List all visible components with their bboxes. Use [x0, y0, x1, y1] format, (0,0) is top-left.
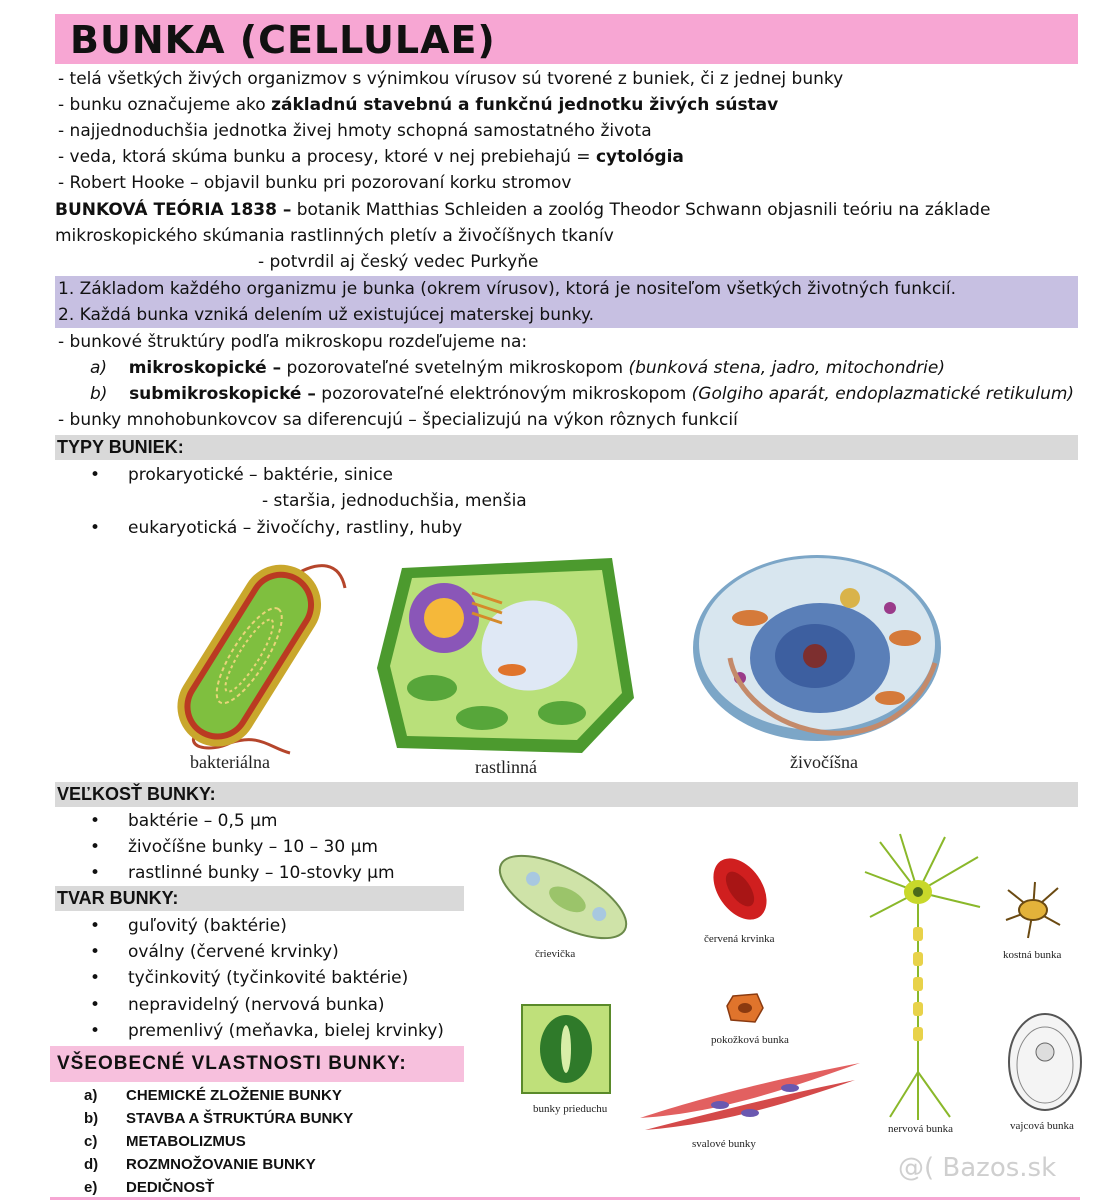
- property-d: d) ROZMNOŽOVANIE BUNKY: [84, 1156, 316, 1173]
- types-heading: TYPY BUNIEK:: [57, 437, 184, 457]
- shape-item-5: • premenlivý (meňavka, bielej krvinky): [90, 1021, 444, 1041]
- property-c: c) METABOLIZMUS: [84, 1133, 246, 1150]
- property-b: b) STAVBA A ŠTRUKTÚRA BUNKY: [84, 1110, 354, 1127]
- label-kostna-bunka: kostná bunka: [1003, 949, 1062, 961]
- label-cervena-krvinka: červená krvinka: [704, 933, 775, 945]
- caption-animal: živočíšna: [790, 752, 858, 772]
- size-item-3: • rastlinné bunky – 10-stovky µm: [90, 863, 395, 883]
- intro-line-2: - bunku označujeme ako základnú stavebnú a funkčnú jednotku živých sústav: [58, 95, 779, 115]
- label-nervova-bunka: nervová bunka: [888, 1123, 954, 1135]
- stomata-cell-illustration: [520, 1003, 612, 1095]
- intro-line-4: - veda, ktorá skúma bunku a procesy, ktoré v nej prebiehajú = cytológia: [58, 147, 684, 167]
- label-pokozkova-bunka: pokožková bunka: [711, 1034, 789, 1046]
- page-title: BUNKA (CELLULAE): [70, 18, 496, 62]
- shape-item-1: • guľovitý (baktérie): [90, 916, 287, 936]
- theory-line-3: - potvrdil aj český vedec Purkyňe: [258, 252, 539, 272]
- thesis-2: 2. Každá bunka vzniká delením už existujúcej materskej bunky.: [58, 305, 595, 325]
- paramecium-illustration: [488, 850, 638, 945]
- microscope-b: b) submikroskopické – pozorovateľné elektrónovým mikroskopom (Golgiho aparát, endoplazmatické retikulum): [90, 384, 1075, 404]
- type-prokaryotic: • prokaryotické – baktérie, sinice: [90, 465, 394, 485]
- thesis-1: 1. Základom každého organizmu je bunka (okrem vírusov), ktorá je nositeľom všetkých životných funkcií.: [58, 279, 957, 299]
- shape-item-4: • nepravidelný (nervová bunka): [90, 995, 385, 1015]
- animal-cell-illustration: [690, 548, 945, 758]
- type-prokaryotic-sub: - staršia, jednoduchšia, menšia: [262, 491, 527, 511]
- label-svalove-bunky: svalové bunky: [692, 1138, 756, 1150]
- shape-item-3: • tyčinkovitý (tyčinkovité baktérie): [90, 968, 409, 988]
- label-crievicka: črievička: [535, 948, 576, 960]
- size-item-1: • baktérie – 0,5 µm: [90, 811, 278, 831]
- caption-bacterial: bakteriálna: [190, 752, 270, 772]
- watermark: @( Bazos.sk: [898, 1153, 1057, 1183]
- label-vajcova-bunka: vajcová bunka: [1010, 1120, 1074, 1132]
- egg-cell-illustration: [1005, 1010, 1085, 1115]
- intro-line-5: - Robert Hooke – objavil bunku pri pozorovaní korku stromov: [58, 173, 572, 193]
- microscope-a: a) mikroskopické – pozorovateľné svetelným mikroskopom (bunková stena, jadro, mitochondrie): [90, 358, 945, 378]
- intro-line-1: - telá všetkých živých organizmov s výnimkou vírusov sú tvorené z buniek, či z jednej bunky: [58, 69, 844, 89]
- properties-heading: VŠEOBECNÉ VLASTNOSTI BUNKY:: [57, 1053, 407, 1074]
- property-e: e) DEDIČNOSŤ: [84, 1179, 215, 1196]
- bacterial-cell-illustration: [140, 548, 350, 758]
- intro-line-3: - najjednoduchšia jednotka živej hmoty schopná samostatného života: [58, 121, 652, 141]
- theory-line-2: mikroskopického skúmania rastlinných pletív a živočíšnych tkanív: [55, 226, 614, 246]
- red-blood-cell-illustration: [705, 852, 775, 927]
- size-item-2: • živočíšne bunky – 10 – 30 µm: [90, 837, 378, 857]
- theory-line-1: BUNKOVÁ TEÓRIA 1838 – botanik Matthias Schleiden a zoológ Theodor Schwann objasnili teóriu na základe: [55, 200, 991, 220]
- caption-plant: rastlinná: [475, 757, 537, 777]
- microscope-intro: - bunkové štruktúry podľa mikroskopu rozdeľujeme na:: [58, 332, 528, 352]
- neuron-illustration: [860, 832, 985, 1122]
- plant-cell-illustration: [372, 548, 637, 763]
- label-bunky-prieduchu: bunky prieduchu: [533, 1103, 608, 1115]
- bone-cell-illustration: [1003, 880, 1063, 940]
- differentiation-line: - bunky mnohobunkovcov sa diferencujú – špecializujú na výkon rôznych funkcií: [58, 410, 738, 430]
- skin-cell-illustration: [725, 992, 765, 1024]
- type-eukaryotic: • eukaryotická – živočíchy, rastliny, huby: [90, 518, 463, 538]
- shape-heading: TVAR BUNKY:: [57, 888, 179, 908]
- shape-item-2: • oválny (červené krvinky): [90, 942, 339, 962]
- size-heading: VEĽKOSŤ BUNKY:: [57, 784, 216, 804]
- types-band: [55, 435, 1078, 460]
- muscle-cell-illustration: [640, 1058, 860, 1133]
- property-a: a) CHEMICKÉ ZLOŽENIE BUNKY: [84, 1087, 342, 1104]
